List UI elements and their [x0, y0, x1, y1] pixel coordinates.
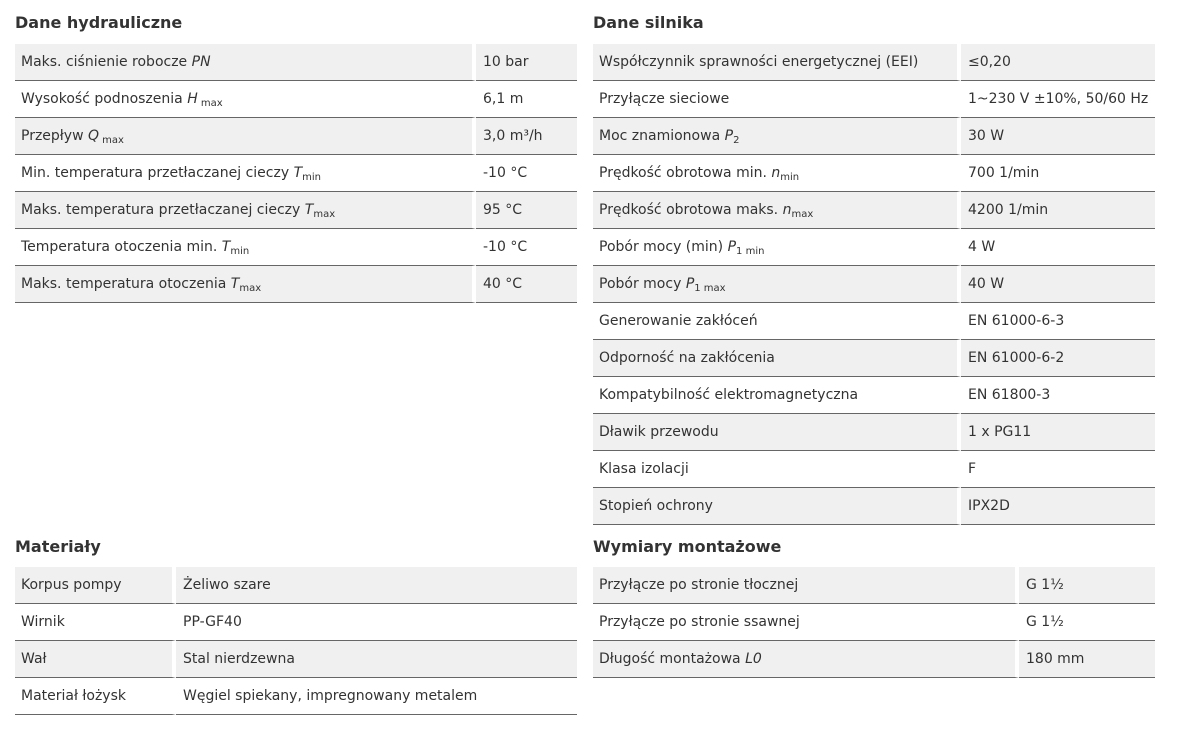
table-row — [593, 229, 1155, 266]
row-label — [593, 192, 961, 229]
row-value: Węgiel spiekany, impregnowany metalem — [176, 678, 577, 715]
table-row — [593, 266, 1155, 303]
row-value: EN 61000-6-3 — [961, 303, 1155, 340]
row-label-text: Temperatura otoczenia min. — [21, 239, 222, 255]
row-value: Żeliwo szare — [176, 567, 577, 604]
row-value: PP-GF40 — [176, 604, 577, 641]
row-label — [15, 192, 476, 229]
row-label-text: Maks. temperatura otoczenia — [21, 276, 231, 292]
table-row — [593, 488, 1155, 525]
row-value: EN 61000-6-2 — [961, 340, 1155, 377]
row-symbol-subscript: max — [99, 135, 124, 146]
materials-table — [15, 567, 577, 715]
row-value: -10 °C — [476, 229, 577, 266]
row-label — [593, 414, 961, 451]
row-label — [593, 377, 961, 414]
row-label-text: Przepływ — [21, 128, 88, 144]
motor-title: Dane silnika — [593, 13, 704, 32]
row-label-text: Prędkość obrotowa maks. — [599, 202, 783, 218]
row-value: EN 61800-3 — [961, 377, 1155, 414]
row-value: 3,0 m³/h — [476, 118, 577, 155]
row-label-text: Dławik przewodu — [599, 424, 719, 440]
row-symbol-subscript: min — [780, 172, 800, 183]
row-label — [15, 118, 476, 155]
row-label-text: Stopień ochrony — [599, 498, 713, 514]
row-label — [593, 155, 961, 192]
row-symbol-subscript: max — [197, 98, 223, 109]
row-value: 1~230 V ±10%, 50/60 Hz — [961, 81, 1155, 118]
row-symbol: PN — [191, 54, 211, 70]
row-symbol: Q — [87, 128, 99, 144]
row-label — [15, 604, 176, 641]
row-label — [593, 118, 961, 155]
row-symbol-subscript: min — [302, 172, 321, 183]
row-label-text: Generowanie zakłóceń — [599, 313, 758, 329]
mounting-title: Wymiary montażowe — [593, 537, 782, 556]
row-symbol: P — [727, 239, 737, 255]
hydraulic-title: Dane hydrauliczne — [15, 13, 183, 32]
table-row — [15, 266, 577, 303]
row-label-text: Korpus pompy — [21, 577, 122, 593]
row-label-text: Moc znamionowa — [599, 128, 725, 144]
row-label-text: Kompatybilność elektromagnetyczna — [599, 387, 859, 403]
row-label-text: Pobór mocy — [599, 276, 686, 292]
row-value: 40 W — [961, 266, 1155, 303]
row-symbol: n — [782, 202, 792, 218]
mounting-table — [593, 567, 1155, 678]
row-label — [593, 340, 961, 377]
row-label — [593, 641, 1019, 678]
table-row — [593, 192, 1155, 229]
table-row — [593, 567, 1155, 604]
hydraulic-section — [15, 12, 577, 303]
row-label — [593, 567, 1019, 604]
row-value: 700 1/min — [961, 155, 1155, 192]
table-row — [15, 81, 577, 118]
table-row — [15, 678, 577, 715]
table-row — [593, 303, 1155, 340]
motor-table — [593, 44, 1155, 525]
row-label — [15, 229, 476, 266]
row-label-text: Prędkość obrotowa min. — [599, 165, 772, 181]
row-symbol: T — [304, 202, 314, 218]
row-label — [15, 567, 176, 604]
materials-section — [15, 536, 577, 715]
row-symbol: n — [771, 165, 781, 181]
row-label-text: Odporność na zakłócenia — [599, 350, 775, 366]
row-label — [593, 266, 961, 303]
row-value: ≤0,20 — [961, 44, 1155, 81]
row-label — [593, 229, 961, 266]
row-symbol-subscript: max — [313, 209, 336, 220]
materials-title: Materiały — [15, 537, 101, 556]
row-value: 4200 1/min — [961, 192, 1155, 229]
row-value: 10 bar — [476, 44, 577, 81]
row-value: 6,1 m — [476, 81, 577, 118]
table-row — [593, 451, 1155, 488]
row-label — [593, 488, 961, 525]
row-symbol: H — [187, 91, 198, 107]
table-row — [15, 155, 577, 192]
table-row — [15, 118, 577, 155]
row-label-text: Maks. temperatura przetłaczanej cieczy — [21, 202, 305, 218]
row-label-text: Materiał łożysk — [21, 688, 126, 704]
row-label-text: Współczynnik sprawności energetycznej (EEI) — [599, 54, 919, 70]
row-label — [15, 81, 476, 118]
row-label-text: Przyłącze sieciowe — [599, 91, 730, 107]
row-symbol: P — [685, 276, 695, 292]
row-value: 1 x PG11 — [961, 414, 1155, 451]
row-value: G 1½ — [1019, 604, 1155, 641]
row-symbol: T — [221, 239, 231, 255]
table-row — [15, 192, 577, 229]
row-label-text: Wał — [21, 651, 47, 667]
row-label — [15, 678, 176, 715]
row-value: 180 mm — [1019, 641, 1155, 678]
row-label-text: Wysokość podnoszenia — [21, 91, 188, 107]
table-row — [593, 604, 1155, 641]
table-row — [593, 377, 1155, 414]
motor-section — [593, 12, 1155, 525]
row-value: G 1½ — [1019, 567, 1155, 604]
row-symbol: P — [724, 128, 734, 144]
table-row — [15, 229, 577, 266]
row-value: 95 °C — [476, 192, 577, 229]
row-label-text: Wirnik — [21, 614, 65, 630]
table-row — [15, 641, 577, 678]
row-label — [593, 81, 961, 118]
row-value: -10 °C — [476, 155, 577, 192]
row-label-text: Długość montażowa — [599, 651, 746, 667]
row-label-text: Pobór mocy (min) — [599, 239, 728, 255]
row-symbol-subscript: 1 max — [694, 283, 726, 294]
table-row — [593, 81, 1155, 118]
row-symbol: T — [293, 165, 303, 181]
row-label — [593, 604, 1019, 641]
mounting-section — [593, 536, 1155, 678]
table-row — [15, 44, 577, 81]
row-symbol-subscript: 2 — [733, 135, 740, 146]
table-row — [593, 340, 1155, 377]
table-row — [15, 604, 577, 641]
row-symbol: T — [230, 276, 240, 292]
row-label — [15, 641, 176, 678]
row-label — [593, 451, 961, 488]
row-label-text: Przyłącze po stronie ssawnej — [599, 614, 800, 630]
row-label-text: Klasa izolacji — [599, 461, 689, 477]
row-label-text: Min. temperatura przetłaczanej cieczy — [21, 165, 294, 181]
row-symbol-subscript: min — [230, 246, 250, 257]
row-symbol-subscript: max — [239, 283, 262, 294]
row-value: 40 °C — [476, 266, 577, 303]
row-label — [593, 44, 961, 81]
table-row — [593, 641, 1155, 678]
row-value: Stal nierdzewna — [176, 641, 577, 678]
row-label — [15, 155, 476, 192]
row-label-text: Maks. ciśnienie robocze — [21, 54, 192, 70]
row-symbol-subscript: max — [791, 209, 814, 220]
row-value: 30 W — [961, 118, 1155, 155]
row-value: IPX2D — [961, 488, 1155, 525]
table-row — [593, 155, 1155, 192]
table-row — [593, 118, 1155, 155]
row-label — [15, 266, 476, 303]
row-symbol-subscript: 1 min — [736, 246, 765, 257]
row-symbol: L0 — [745, 651, 762, 667]
row-value: 4 W — [961, 229, 1155, 266]
row-label-text: Przyłącze po stronie tłocznej — [599, 577, 799, 593]
row-label — [593, 303, 961, 340]
hydraulic-table — [15, 44, 577, 303]
table-row — [593, 44, 1155, 81]
row-value: F — [961, 451, 1155, 488]
table-row — [15, 567, 577, 604]
row-label — [15, 44, 476, 81]
table-row — [593, 414, 1155, 451]
